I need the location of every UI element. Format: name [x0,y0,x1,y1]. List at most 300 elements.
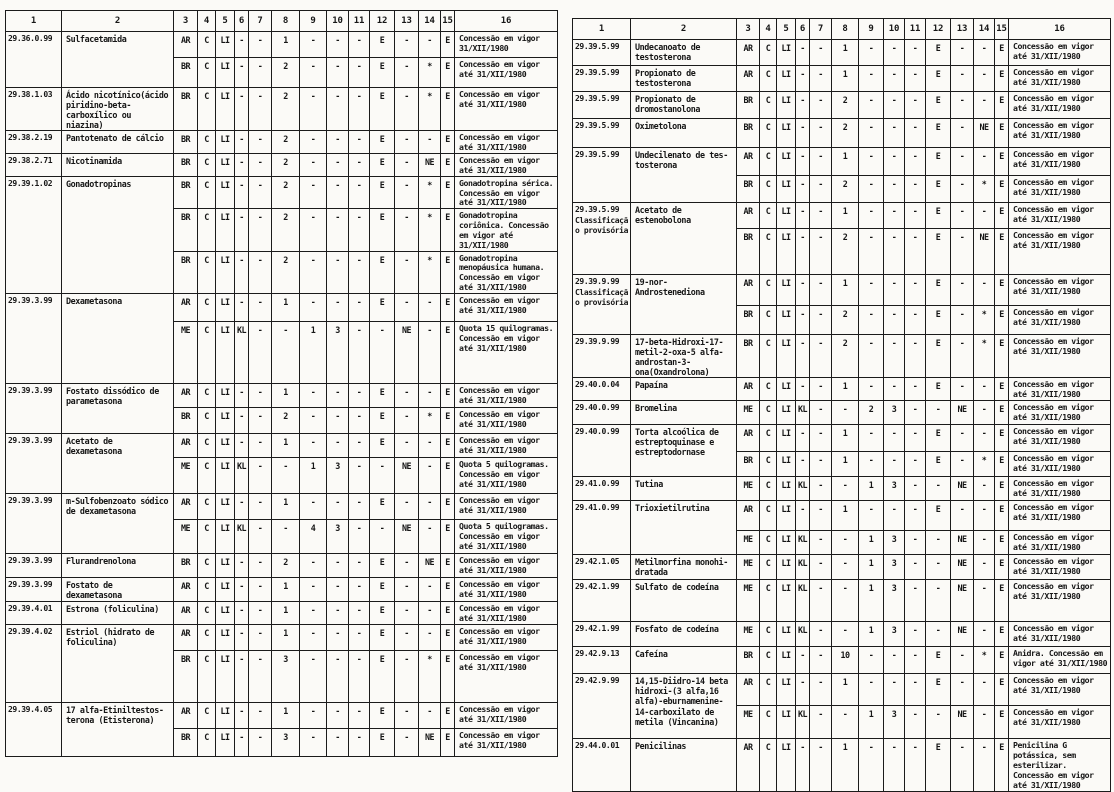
value-cell-col3: AR [174,702,198,728]
value-cell-col4: C [198,493,216,519]
value-cell-col14: - [419,131,441,154]
value-cell-col14: * [419,209,441,251]
value-cell-col9: 2 [859,401,884,425]
code-cell [573,275,631,335]
value-cell-col4: C [198,601,216,624]
value-cell-col3: AR [174,624,198,650]
value-cell-col5: LI [216,457,235,493]
value-cell-col13: - [951,66,974,92]
value-cell-col4: C [198,88,216,131]
value-cell-col3: ME [737,531,760,555]
value-cell-col14: * [419,251,441,293]
column-header-3: 3 [737,19,760,40]
value-cell-col6: - [235,407,249,433]
value-cell-col6: KL [796,477,810,501]
value-cell-col13: - [951,92,974,119]
value-cell-col3: AR [737,203,760,229]
value-cell-col11: - [905,378,926,401]
value-cell-col15: E [995,66,1009,92]
value-cell-col12: E [926,229,951,275]
value-cell-col3: BR [737,119,760,148]
value-cell-col6: - [235,209,249,251]
column-header-6: 6 [796,19,810,40]
value-cell-col15: E [995,335,1009,378]
value-cell-col7: - [810,452,832,477]
table-row [6,293,558,321]
tariff-table-left-page [5,10,558,757]
table-row [573,203,1111,229]
value-cell-col8: - [832,555,859,580]
value-cell-col10: 3 [884,531,905,555]
observation-cell: Concessão em vigor até 31/XII/1980 [1009,229,1111,275]
value-cell-col5: LI [777,203,796,229]
value-cell-col14: - [974,555,995,580]
column-header-11: 11 [905,19,926,40]
value-cell-col6: - [796,66,810,92]
observation-cell: Concessão em vigor até 31/XII/1980 [1009,203,1111,229]
value-cell-col14: - [974,739,995,791]
value-cell-col5: LI [777,335,796,378]
value-cell-col10: - [884,119,905,148]
value-cell-col7: - [249,650,272,702]
column-header-row [573,19,1111,40]
observation-cell: Concessão em vigor até 31/XII/1980 [1009,148,1111,176]
column-header-2: 2 [62,11,174,32]
observation-cell: Concessão em vigor até 31/XII/1980 [455,553,558,577]
value-cell-col15: E [995,306,1009,335]
value-cell-col7: - [810,647,832,674]
value-cell-col11: - [349,154,370,177]
value-cell-col10: 3 [884,580,905,622]
value-cell-col10: - [884,425,905,452]
left-page [5,10,557,757]
value-cell-col13: NE [395,519,419,553]
column-header-14: 14 [419,11,441,32]
observation-cell: Anidra. Concessão em vigor até 31/XII/1980 [1009,647,1111,674]
value-cell-col8: 2 [272,407,300,433]
observation-cell: Gonadotropina coriônica. Concessão em vigor até 31/XII/1980 [455,209,558,251]
value-cell-col8: 2 [272,58,300,88]
value-cell-col9: - [300,407,327,433]
value-cell-col6: - [235,728,249,756]
value-cell-col11: - [349,293,370,321]
observation-cell: Concessão em vigor até 31/XII/1980 [455,493,558,519]
code-cell [6,601,62,624]
value-cell-col11: - [349,601,370,624]
value-cell-col10: - [327,702,349,728]
value-cell-col13: NE [951,580,974,622]
value-cell-col9: - [300,433,327,457]
value-cell-col12: E [926,378,951,401]
value-cell-col9: - [300,624,327,650]
tariff-code: 29.39.3.99 [8,435,53,445]
value-cell-col15: E [995,275,1009,306]
observation-cell: Concessão em vigor até 31/XII/1980 [455,601,558,624]
value-cell-col10: - [327,58,349,88]
value-cell-col14: - [419,321,441,383]
value-cell-col12: E [926,119,951,148]
value-cell-col15: E [441,321,455,383]
value-cell-col14: NE [974,119,995,148]
value-cell-col6: - [796,335,810,378]
column-header-12: 12 [926,19,951,40]
value-cell-col6: - [235,131,249,154]
value-cell-col3: AR [737,674,760,706]
value-cell-col10: - [884,229,905,275]
column-header-10: 10 [327,11,349,32]
value-cell-col5: LI [216,251,235,293]
code-cell [573,378,631,401]
value-cell-col11: - [905,401,926,425]
table-row [6,702,558,728]
value-cell-col7: - [249,131,272,154]
observation-cell: Quota 5 quilogramas. Concessão em vigor até 31/XII/1980 [455,457,558,493]
value-cell-col7: - [249,383,272,407]
code-cell [573,647,631,674]
value-cell-col14: - [974,674,995,706]
value-cell-col12: E [926,275,951,306]
value-cell-col4: C [198,650,216,702]
observation-cell: Concessão em vigor até 31/XII/1980 [455,624,558,650]
value-cell-col13: - [951,203,974,229]
value-cell-col8: 2 [832,306,859,335]
value-cell-col13: - [395,383,419,407]
value-cell-col12: E [370,209,395,251]
value-cell-col15: E [995,531,1009,555]
value-cell-col13: - [395,176,419,209]
value-cell-col3: AR [174,383,198,407]
value-cell-col5: LI [777,452,796,477]
value-cell-col12: E [370,702,395,728]
value-cell-col7: - [810,706,832,739]
value-cell-col6: - [796,674,810,706]
tariff-code: 29.39.4.02 [8,626,53,636]
value-cell-col14: NE [419,728,441,756]
value-cell-col13: NE [951,531,974,555]
value-cell-col7: - [249,433,272,457]
code-cell [573,119,631,148]
observation-cell: Concessão em vigor até 31/XII/1980 [1009,40,1111,66]
value-cell-col4: C [760,580,777,622]
value-cell-col3: BR [174,88,198,131]
code-cell [573,580,631,622]
tariff-code: 29.39.3.99 [8,579,53,589]
value-cell-col14: - [419,32,441,58]
table-row [6,493,558,519]
tariff-code: 29.39.3.99 [8,295,53,305]
code-cell [573,335,631,378]
value-cell-col8: 1 [832,674,859,706]
value-cell-col14: - [974,378,995,401]
value-cell-col10: - [327,176,349,209]
value-cell-col6: - [235,577,249,601]
value-cell-col8: 2 [272,251,300,293]
value-cell-col10: - [327,577,349,601]
substance-name-cell: Fostato dissódico de parametasona [62,383,174,433]
value-cell-col6: - [796,647,810,674]
substance-name-cell: m-Sulfobenzoato sódico de dexametasona [62,493,174,553]
value-cell-col9: - [300,650,327,702]
observation-cell: Gonadotropina menopáusica humana. Concessão em vigor até 31/XII/1980 [455,251,558,293]
value-cell-col15: E [441,88,455,131]
value-cell-col15: E [995,501,1009,531]
value-cell-col11: - [349,553,370,577]
value-cell-col5: LI [777,580,796,622]
value-cell-col13: NE [951,401,974,425]
value-cell-col7: - [810,203,832,229]
code-cell [573,622,631,647]
value-cell-col3: BR [174,251,198,293]
value-cell-col13: - [395,493,419,519]
table-row [6,88,558,131]
value-cell-col15: E [441,407,455,433]
value-cell-col8: 1 [272,577,300,601]
observation-cell: Concessão em vigor até 31/XII/1980 [455,88,558,131]
value-cell-col8: 1 [832,378,859,401]
value-cell-col5: LI [216,624,235,650]
value-cell-col10: - [327,650,349,702]
value-cell-col4: C [760,176,777,203]
value-cell-col7: - [810,531,832,555]
value-cell-col10: 3 [327,519,349,553]
substance-name-cell: 17-beta-Hidroxi-17-metil-2-oxa-5 alfa-androstan-3-ona(Oxandrolona) [631,335,737,378]
value-cell-col12: E [926,647,951,674]
value-cell-col14: - [974,148,995,176]
substance-name-cell: Sulfato de codeína [631,580,737,622]
value-cell-col7: - [810,674,832,706]
value-cell-col3: ME [174,457,198,493]
value-cell-col6: - [235,650,249,702]
value-cell-col5: LI [777,148,796,176]
observation-cell: Concessão em vigor até 31/XII/1980 [1009,275,1111,306]
tariff-code: 29.39.5.99 [575,150,620,159]
value-cell-col14: * [974,335,995,378]
observation-cell: Concessão em vigor até 31/XII/1980 [1009,501,1111,531]
value-cell-col12: E [370,88,395,131]
value-cell-col14: - [974,92,995,119]
tariff-code: 29.39.5.99 [575,42,620,51]
value-cell-col13: - [951,739,974,791]
substance-name-cell: Undecilenato de tes-tosterona [631,148,737,203]
value-cell-col3: ME [174,321,198,383]
column-header-1: 1 [573,19,631,40]
substance-name-cell: 19-nor-Androstenediona [631,275,737,335]
value-cell-col14: - [974,425,995,452]
value-cell-col9: - [859,203,884,229]
value-cell-col3: BR [174,209,198,251]
value-cell-col12: E [370,493,395,519]
value-cell-col15: E [995,555,1009,580]
observation-cell: Concessão em vigor 31/XII/1980 [455,32,558,58]
column-header-15: 15 [441,11,455,32]
value-cell-col14: * [974,452,995,477]
value-cell-col11: - [349,383,370,407]
table-row [573,119,1111,148]
value-cell-col8: 1 [272,493,300,519]
value-cell-col6: KL [796,580,810,622]
value-cell-col8: 2 [832,119,859,148]
value-cell-col11: - [349,577,370,601]
value-cell-col4: C [198,433,216,457]
value-cell-col8: 1 [832,425,859,452]
value-cell-col9: - [859,501,884,531]
value-cell-col9: - [859,378,884,401]
value-cell-col7: - [810,229,832,275]
value-cell-col12: E [926,335,951,378]
value-cell-col8: 2 [832,335,859,378]
value-cell-col13: - [395,58,419,88]
column-header-row [6,11,558,32]
value-cell-col9: - [300,553,327,577]
value-cell-col10: - [327,433,349,457]
left-table-header [6,11,558,32]
observation-cell: Concessão em vigor até 31/XII/1980 [455,131,558,154]
value-cell-col3: AR [174,293,198,321]
value-cell-col13: - [951,275,974,306]
value-cell-col8: 1 [832,739,859,791]
observation-cell: Concessão em vigor até 31/XII/1980 [455,728,558,756]
value-cell-col5: LI [777,119,796,148]
value-cell-col6: - [235,702,249,728]
value-cell-col13: - [395,601,419,624]
code-cell [573,148,631,203]
column-header-1: 1 [6,11,62,32]
value-cell-col11: - [349,433,370,457]
value-cell-col13: - [395,293,419,321]
tariff-code: 29.39.5.99 [575,68,620,77]
value-cell-col7: - [810,580,832,622]
code-cell [6,88,62,131]
observation-cell: Quota 15 quilogramas. Concessão em vigor até 31/XII/1980 [455,321,558,383]
value-cell-col3: BR [174,407,198,433]
value-cell-col5: LI [777,622,796,647]
value-cell-col10: - [884,501,905,531]
value-cell-col10: 3 [884,622,905,647]
substance-name-cell: Estrona (foliculina) [62,601,174,624]
column-header-9: 9 [859,19,884,40]
substance-name-cell: Undecanoato de testosterona [631,40,737,66]
value-cell-col15: E [441,702,455,728]
value-cell-col15: E [995,425,1009,452]
value-cell-col5: LI [216,519,235,553]
value-cell-col8: 1 [272,32,300,58]
value-cell-col13: - [395,624,419,650]
value-cell-col9: - [859,739,884,791]
tariff-code: 29.40.0.99 [575,427,620,437]
value-cell-col3: AR [737,501,760,531]
value-cell-col8: - [832,477,859,501]
value-cell-col8: 1 [272,702,300,728]
code-cell [573,739,631,791]
value-cell-col9: - [300,251,327,293]
value-cell-col6: - [235,433,249,457]
value-cell-col15: E [441,293,455,321]
value-cell-col3: BR [174,650,198,702]
value-cell-col12: E [370,601,395,624]
value-cell-col7: - [249,88,272,131]
value-cell-col11: - [905,40,926,66]
value-cell-col14: - [419,519,441,553]
substance-name-cell: Acetato de estenobolona [631,203,737,275]
value-cell-col6: - [796,119,810,148]
value-cell-col5: LI [777,275,796,306]
value-cell-col3: BR [174,131,198,154]
value-cell-col4: C [760,92,777,119]
value-cell-col13: - [395,407,419,433]
value-cell-col6: - [796,452,810,477]
value-cell-col4: C [760,452,777,477]
value-cell-col11: - [349,88,370,131]
value-cell-col6: KL [796,555,810,580]
substance-name-cell: Ácido nicotínico(ácido piridino-beta-carboxílico ou niazina) [62,88,174,131]
observation-cell: Concessão em vigor até 31/XII/1980 [1009,378,1111,401]
value-cell-col15: E [995,203,1009,229]
value-cell-col7: - [249,624,272,650]
column-header-6: 6 [235,11,249,32]
value-cell-col13: - [951,674,974,706]
value-cell-col15: E [995,674,1009,706]
value-cell-col9: - [300,131,327,154]
value-cell-col14: * [974,306,995,335]
tariff-code: 29.38.2.19 [8,133,53,143]
value-cell-col9: - [300,58,327,88]
value-cell-col11: - [905,452,926,477]
value-cell-col10: - [327,728,349,756]
value-cell-col13: - [951,229,974,275]
value-cell-col6: - [796,501,810,531]
value-cell-col9: - [859,40,884,66]
table-row [573,425,1111,452]
value-cell-col11: - [349,32,370,58]
value-cell-col9: - [859,425,884,452]
value-cell-col15: E [995,176,1009,203]
value-cell-col5: LI [777,739,796,791]
value-cell-col13: - [395,577,419,601]
value-cell-col8: 1 [832,275,859,306]
code-cell [573,674,631,739]
table-row [6,624,558,650]
value-cell-col7: - [810,378,832,401]
tariff-code: 29.39.5.99 [575,121,620,130]
value-cell-col7: - [810,622,832,647]
value-cell-col7: - [249,293,272,321]
value-cell-col15: E [441,383,455,407]
code-cell [6,702,62,756]
value-cell-col14: NE [419,553,441,577]
value-cell-col10: - [327,553,349,577]
value-cell-col7: - [249,457,272,493]
column-header-13: 13 [395,11,419,32]
value-cell-col11: - [349,407,370,433]
value-cell-col9: - [300,176,327,209]
code-cell [6,433,62,493]
value-cell-col8: 2 [272,88,300,131]
value-cell-col14: - [419,601,441,624]
substance-name-cell: Metilmorfina monohi-dratada [631,555,737,580]
value-cell-col3: BR [174,154,198,177]
value-cell-col15: E [441,519,455,553]
value-cell-col11: - [349,457,370,493]
tariff-table-right-page [572,18,1111,792]
value-cell-col11: - [905,92,926,119]
value-cell-col9: - [859,647,884,674]
value-cell-col15: E [995,92,1009,119]
substance-name-cell: 14,15-Diidro-14 beta hidroxi-(3 alfa,16 alfa)-eburnamenine-14-carboxilato de metila (Vincanina) [631,674,737,739]
value-cell-col3: AR [737,739,760,791]
observation-cell: Concessão em vigor até 31/XII/1980 [455,407,558,433]
value-cell-col7: - [249,728,272,756]
value-cell-col11: - [349,58,370,88]
